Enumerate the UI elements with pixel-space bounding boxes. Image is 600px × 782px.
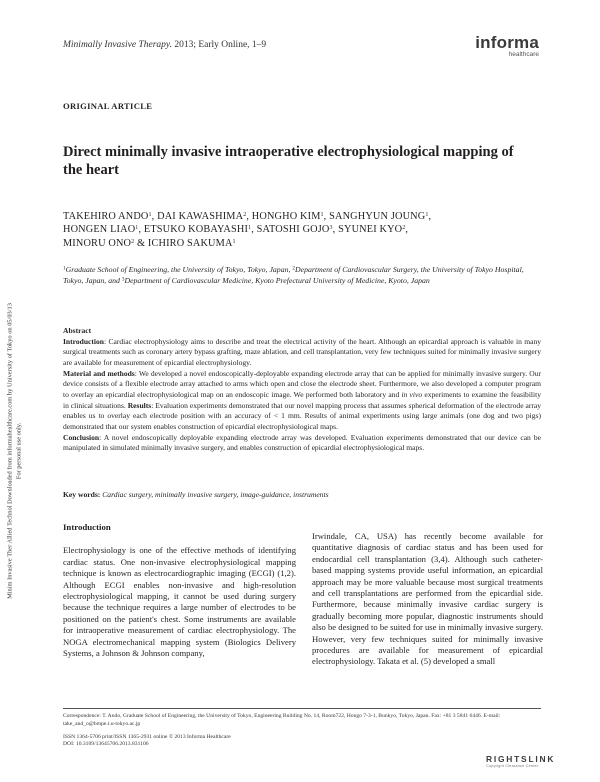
download-notice-line2: For personal use only. — [15, 422, 22, 480]
affiliation: Department of Cardiovascular Medicine, Kyoto Prefectural University of Medicine, Kyoto, Japan — [124, 275, 430, 285]
introduction-paragraph-continued: Irwindale, CA, USA) has recently become available for quantitative diagnosis of cardiac status and has been used for endocardial cell transplantation (3,4). Although such catheter-based mapping systems provide useful information, an epicardial approach may be more valuable because most surgical treatments and cell transplantations are performed from the epicardial side. Furthermore, because minimally invasive cardiac surgery is gradually becoming more popular, diagnostic instruments should also be designed to be suited for use in minimally invasive surgery. However, very few techniques suited for minimally invasive procedures are available for measurement of epicardial electrophysiology. Takata et al. (5) developed a small — [312, 531, 543, 667]
author: HONGHO KIM$^1$, — [251, 211, 330, 222]
article-type: ORIGINAL ARTICLE — [63, 101, 153, 111]
abstract-conclusion-label: Conclusion — [63, 432, 100, 442]
keywords — [63, 490, 541, 499]
body-column-left — [63, 522, 296, 659]
footnotes — [63, 713, 541, 749]
introduction-paragraph: Electrophysiology is one of the effective methods of identifying cardiac status. One non-invasive electrophysiological mapping technique is known as electrocardiographic imaging (ECGI) (1,2). Although ECGI enables non-invasive and high-resolution electrophysiological mapping, it cannot be used during surgery because the technique requires a large number of electrodes to be positioned on the patient's chest. Some instruments are available for intraoperative measurement of cardiac electrophysiology. The NOGA electromechanical mapping system (Biologics Delivery Systems, a Johnson & Johnson company, — [63, 545, 296, 659]
rightslink-sub: Copyright Clearance Center — [486, 764, 539, 768]
article-title: Direct minimally invasive intraoperative electrophysiological mapping of the heart — [63, 144, 514, 178]
affiliation: Graduate School of Engineering, the University of Tokyo, Tokyo, Japan, — [65, 265, 293, 274]
abstract-heading: Abstract — [63, 326, 92, 335]
journal-issue: 2013; Early Online, 1–9 — [171, 40, 267, 50]
body-column-right — [312, 531, 543, 668]
publisher-name: informa — [475, 33, 539, 52]
download-notice — [7, 303, 24, 599]
author-list — [63, 210, 543, 250]
download-sidebar — [4, 196, 26, 706]
doi: DOI: 10.3109/13645706.2013.831106 — [63, 741, 149, 748]
rightslink-label: RIGHTSLINK — [486, 754, 556, 764]
abstract-results-label: Results — [127, 400, 152, 410]
abstract-body: Introduction: Cardiac electrophysiology aims to describe and treat the electrical activity of the heart. Although an epicardial approach is valuable in many surgical treatments such as coronary artery bypass grafting, maze ablation, and cell transplantation, very few techniques suited for minimally invasive surgery are available for measurement of epicardial electrophysiology. Material and methods: We developed a novel endoscopically-deployable expanding electrode array that can be applied for minimally invasive surgery. Our device consists of a flexible electrode array attached to arms which open and close the electrode sheet. Furthermore, we also developed a computer program to overlay an epicardial electrophysiological map on an endoscopic image. We performed both laboratory and in vivo experiments to examine the feasibility in clinical situations. Results: Evaluation experiments demonstrated that our novel mapping process that assumes spherical deformation of the electrode array enables us to overlay each electrode position with an accuracy of < 1 mm. Results of animal experiments using large animals (one dog and two pigs) demonstrated that our system enables construction of epicardial electrophysiological maps. Conclusion: A novel endoscopically deployable expanding electrode array was developed. Evaluation experiments demonstrated that our device can be manipulated in simulated minimally invasive surgery, and enables construction of epicardial electrophysiological maps. — [63, 336, 541, 453]
footnote-divider — [63, 708, 541, 709]
author: ETSUKO KOBAYASHI$^1$, — [143, 224, 257, 236]
correspondence: Correspondence: T. Ando, Graduate School of Engineering, the University of Tokyo, Engineering Building No. 14, Room722, Hongo 7-3-1, Bunkyo, Tokyo, Japan. Fax: +81 3 5841 6446. E-mail: take_and_o@bmpe.t.u-tokyo.ac.jp — [63, 713, 501, 727]
journal-citation — [63, 40, 266, 50]
publisher-subname: healthcare — [508, 51, 539, 58]
author: DAI KAWASHIMA$^2$, — [157, 211, 252, 222]
author: SYUNEI KYO$^2$, — [338, 224, 409, 236]
author: HONGEN LIAO$^1$, — [63, 224, 144, 236]
author: SATOSHI GOJO$^3$, — [256, 224, 339, 236]
affiliation: Department of Cardiovascular Surgery, the University of Tokyo Hospital, Tokyo, Japan, and — [63, 265, 524, 285]
affiliations: $^1$Graduate School of Engineering, the University of Tokyo, Tokyo, Japan, $^2$Department of Cardiovascular Surgery, the University of Tokyo Hospital, Tokyo, Japan, and $^3$Department of Cardiovascular Medicine, Kyoto Prefectural University of Medicine, Kyoto, Japan — [63, 265, 524, 285]
keywords-list: Cardiac surgery, minimally invasive surgery, image-guidance, instruments — [100, 490, 329, 499]
rightslink-logo[interactable] — [486, 754, 584, 774]
download-notice-line1: Minim Invasive Ther Allied Technol Downloaded from informahealthcare.com by University of Tokyo on 05/03/13 — [6, 303, 14, 599]
introduction-heading: Introduction — [63, 522, 111, 532]
issn: ISSN 1364-5706 print/ISSN 1365-2931 online © 2013 Informa Healthcare — [63, 733, 231, 740]
journal-name: Minimally Invasive Therapy. — [63, 40, 172, 50]
abstract-methods-label: Material and methods — [63, 368, 135, 378]
author: TAKEHIRO ANDO$^1$, — [63, 211, 158, 222]
abstract-intro-label: Introduction — [63, 336, 104, 346]
publisher-logo — [475, 34, 539, 58]
author: MINORU ONO$^2$ & — [63, 237, 148, 249]
keywords-label: Key words: — [63, 490, 101, 499]
abstract — [63, 326, 541, 454]
author: ICHIRO SAKUMA$^1$ — [147, 237, 236, 249]
author: SANGHYUN JOUNG$^1$, — [329, 211, 432, 222]
